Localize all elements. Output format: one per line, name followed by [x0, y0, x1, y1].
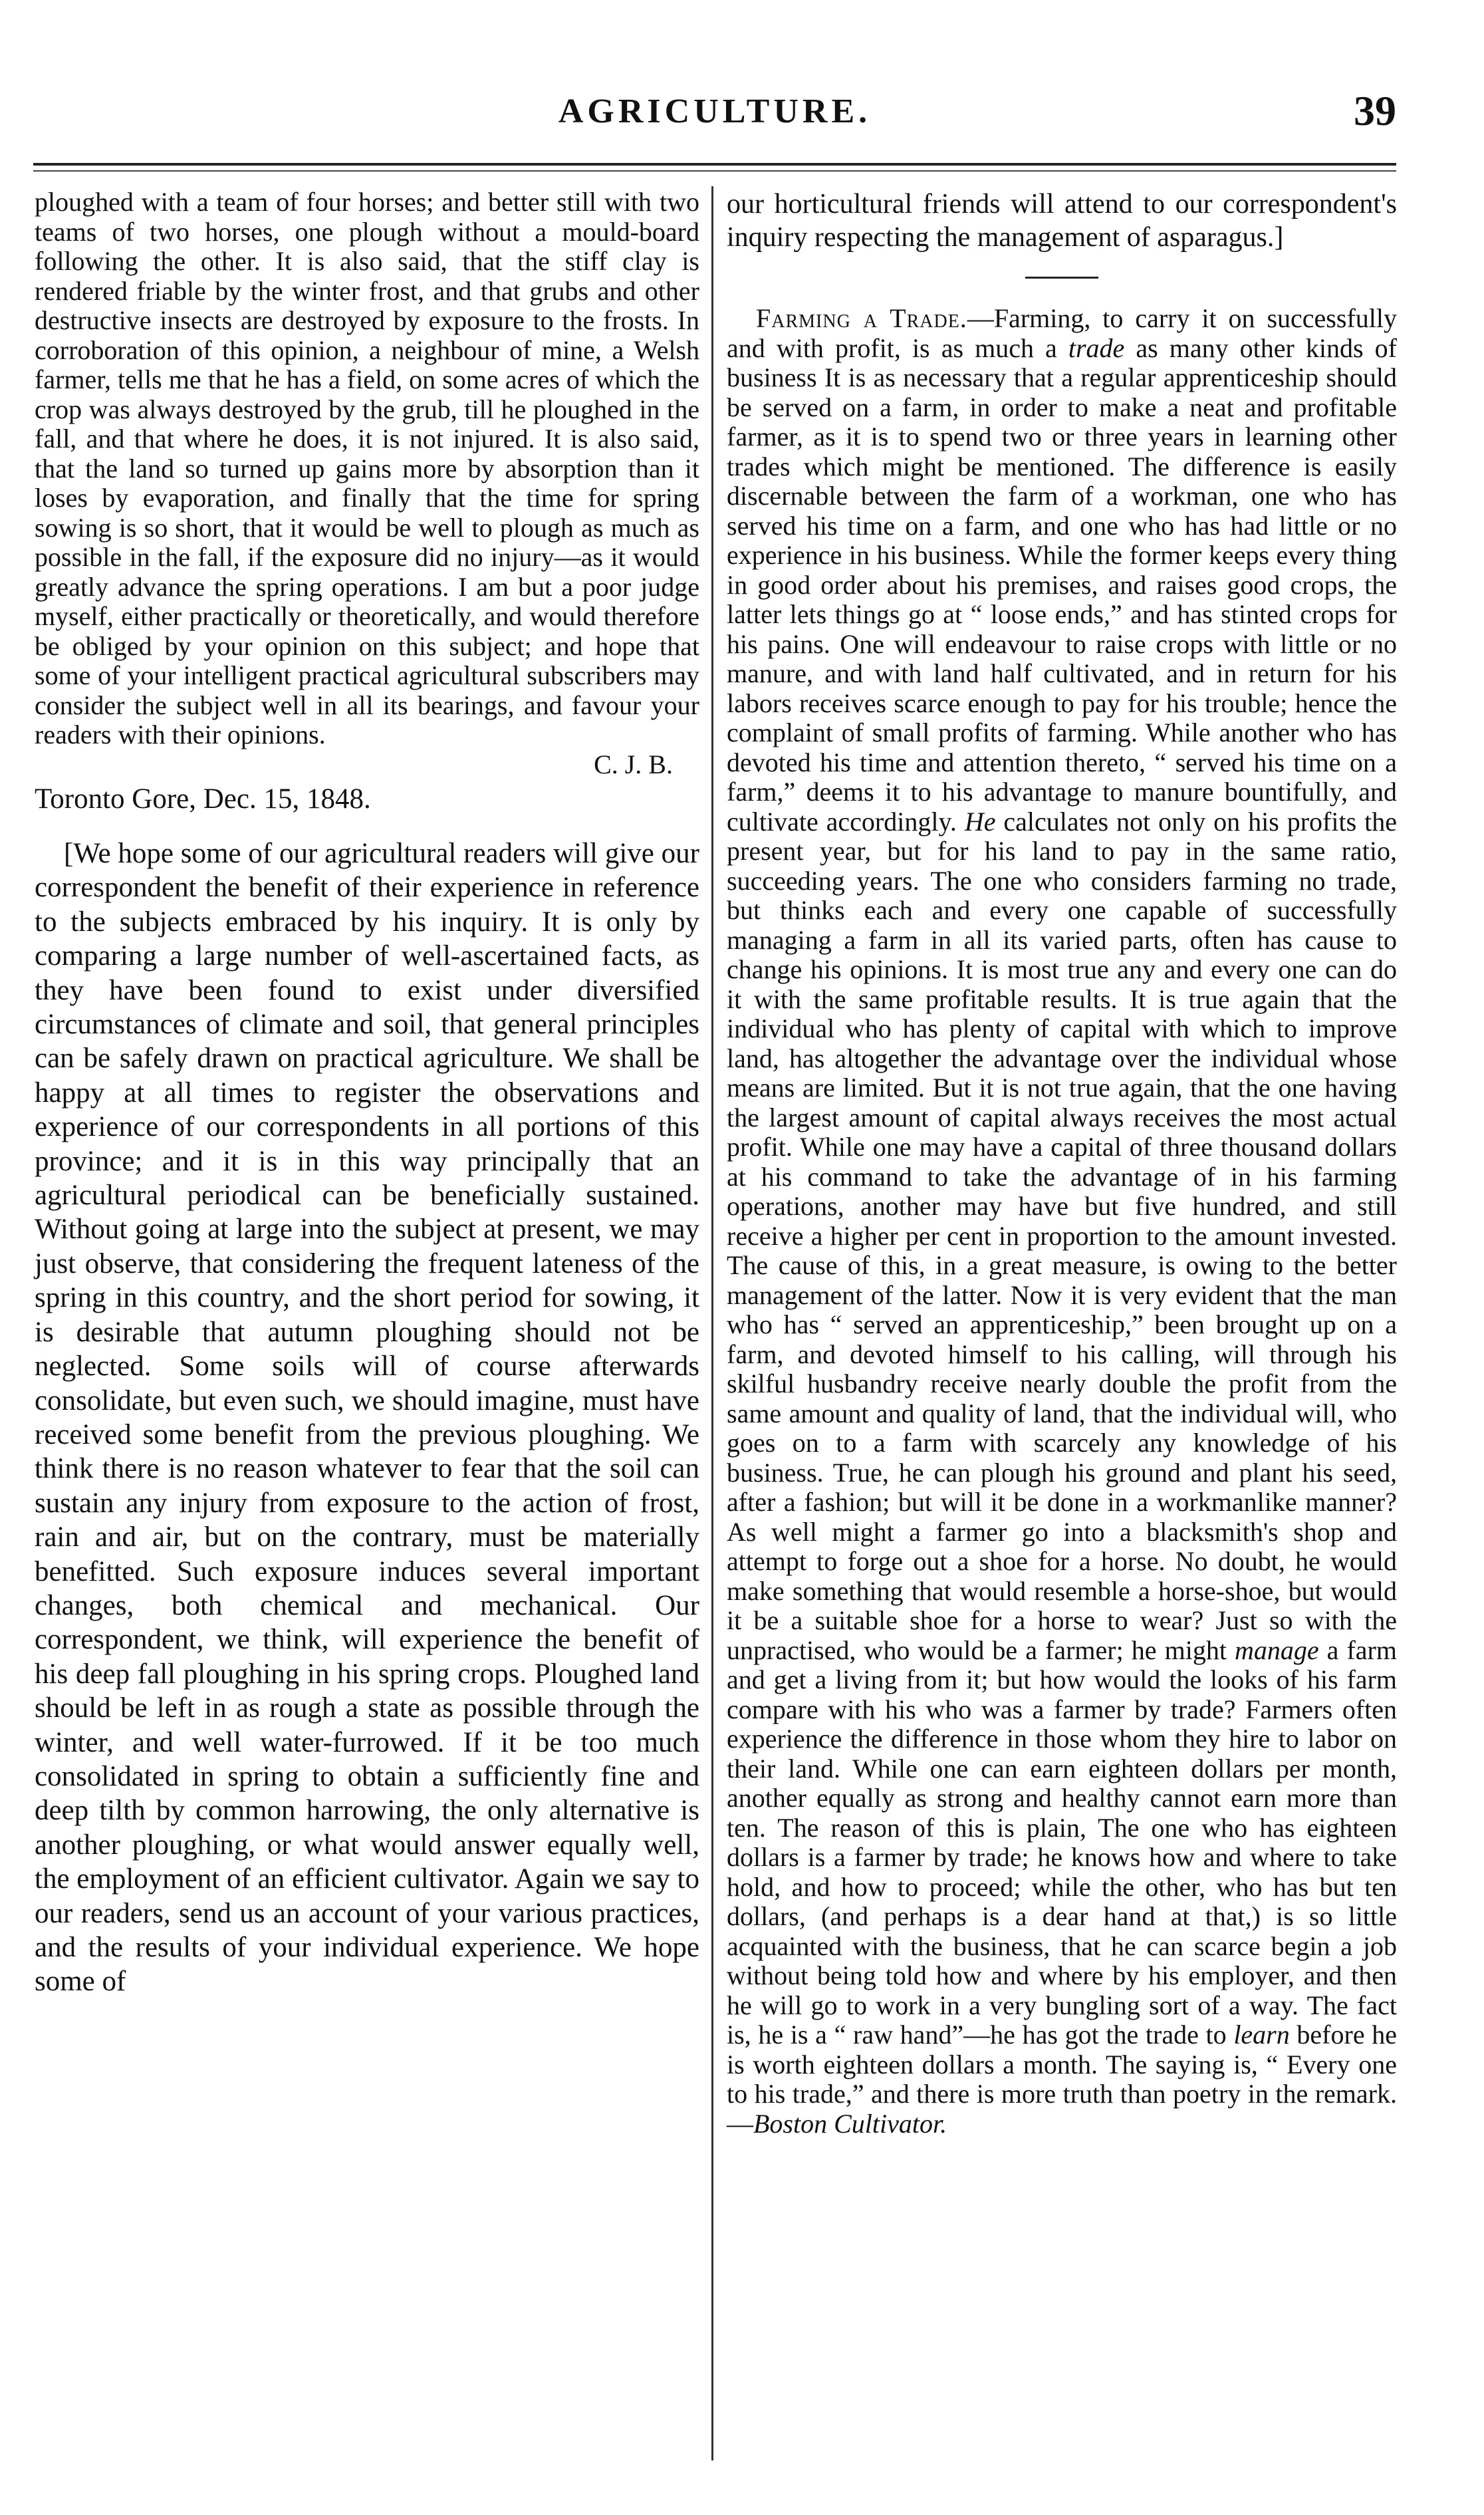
editor-reply: [We hope some of our agricultural readers will give our correspondent the benefit of their experience in reference to the subjects embraced by his inquiry. It is only by comparing a large number of well-ascertained facts, as they have been found to exist under diversified circumstances of climate and soil, that general principles can be safely drawn on practical agriculture. We shall be happy at all times to register the observations and experience of our correspondents in all portions of this province; and it is in this way principally that an agricultural periodical can be beneficially sustained. Without going at large into the subject at present, we may just observe, that considering the frequent lateness of the spring in this country, and the short period for sowing, it is desirable that autumn ploughing should not be neglected. Some soils will of course afterwards consolidate, but even such, we should imagine, must have received some benefit from the previous ploughing. We think there is no reason whatever to fear that the soil can sustain any injury from exposure to the action of frost, rain and air, but on the contrary, must be materially benefitted. Such exposure induces several important changes, both chemical and mechanical. Our correspondent, we think, will experience the benefit of his deep fall ploughing in his spring crops. Ploughed land should be left in as rough a state as possible through the winter, and well water-furrowed. If it be too much consolidated in spring to obtain a sufficiently fine and deep tilth by common harrowing, the only alternative is another ploughing, or what would answer equally well, the employment of an efficient cultivator. Again we say to our readers, send us an account of your various practices, and the results of your individual experience. We hope some of	[35, 838, 699, 1998]
article-italic-trade: trade	[1068, 332, 1125, 363]
article-heading: Farming a Trade.	[756, 303, 967, 333]
header-rule-thin	[33, 170, 1396, 172]
article-italic-manage: manage	[1234, 1635, 1319, 1665]
section-rule	[1025, 277, 1098, 279]
article-text-1: —Farming, to carry it on successfully and with profit, is as much a	[727, 303, 1397, 363]
left-column	[35, 188, 699, 1999]
right-column	[727, 188, 1397, 2139]
article-text-4: a farm and get a living from it; but how would the looks of his farm compare with his who was a farmer by trade? Farmers often experience the difference in those whom they hire to labor on their land. While one can earn eighteen dollars per month, another equally as strong and healthy cannot earn more than ten. The reason of this is plain, The one who has eighteen dollars is a farmer by trade; he knows how and where to take hold, and how to proceed; while the other, who has but ten dollars, (and perhaps is a dear hand at that,) is so little acquainted with the business, that he can scarce begin a job without being told how and where by his employer, and then he will go to work in a very bungling sort of a way. The fact is, he is a “ raw hand”—he has got the trade to	[727, 1635, 1397, 2050]
article-text-2: as many other kinds of business It is as necessary that a regular apprenticeship should be served on a farm, in order to make a neat and profitable farmer, as it is to spend two or three years in learning other trades which might be mentioned. The difference is easily discernable between the farm of a workman, one who has served his time on a farm, and one who has had little or no experience in his business. While the former keeps every thing in good order about his premises, and raises good crops, the latter lets things go at “ loose ends,” and has stinted crops for his pains. One will endeavour to raise crops with little or no manure, and with land half cultivated, and in return for his labors receives scarce enough to pay for his trouble; hence the complaint of small profits of farming. While another who has devoted his time and attention thereto, “ served his time on a farm,” deems it to his advantage to manure bountifully, and cultivate accordingly.	[727, 332, 1398, 837]
letter-body: ploughed with a team of four horses; and better still with two teams of two horses, one plough without a mould-board following the other. It is also said, that the stiff clay is rendered friable by the winter frost, and that grubs and other destructive insects are destroyed by exposure to the frosts. In corroboration of this opinion, a neighbour of mine, a Welsh farmer, tells me that he has a field, on some acres of which the crop was always destroyed by the grub, till he ploughed in the fall, and that where he does, it is not injured. It is also said, that the land so turned up gains more by absorption than it loses by evaporation, and finally that the time for spring sowing is so short, that it would be well to plough as much as possible in the fall, if the exposure did no injury—as it would greatly advance the spring operations. I am but a poor judge myself, either practically or theoretically, and would therefore be obliged by your opinion on this subject; and hope that some of your intelligent practical agricultural subscribers may consider the subject well in all its bearings, and favour your readers with their opinions.	[35, 187, 699, 749]
editor-reply-continued: our horticultural friends will attend to our correspondent's inquiry respecting the management of asparagus.]	[727, 189, 1397, 253]
page-number: 39	[1354, 87, 1396, 134]
article-source: Boston Cultivator.	[753, 2108, 947, 2139]
article-text-3: calculates not only on his profits the present year, but for his land to pay in the same ratio, succeeding years. The one who considers farming no trade, but thinks each and every one capable of successfully managing a farm in all its varied parts, often has cause to change his opinions. It is most true any and every one can do it with the same profitable results. It is true again that the individual who has plenty of capital with which to improve land, has altogether the advantage over the individual whose means are limited. But it is not true again, that the one having the largest amount of capital always receives the most actual profit. While one may have a capital of three thousand dollars at his command to take the advantage of in his farming operations, another may have but five hundred, and still receive a higher per cent in proportion to the amount invested. The cause of this, in a great measure, is owing to the better management of the latter. Now it is very evident that the man who has “ served an apprenticeship,” been brought up on a farm, and devoted himself to his calling, will through his skilful husbandry receive nearly double the profit from the same amount and quality of land, that the individual will, who goes on to a farm with scarcely any knowledge of his business. True, he can plough his ground and plant his seed, after a fashion; but will it be done in a workmanlike manner? As well might a farmer go into a blacksmith's shop and attempt to forge out a shoe for a horse. No doubt, he would make something that would resemble a horse-shoe, but would it be a suitable shoe for a horse to wear? Just so with the unpractised, who would be a farmer; he might	[727, 806, 1397, 1665]
letter-dateline: Toronto Gore, Dec. 15, 1848.	[35, 783, 371, 815]
article-text-5: before he is worth eighteen dollars a month. The saying is, “ Every one to his trade,” and there is more truth than poetry in the remark.—	[727, 2020, 1398, 2139]
article-italic-he: He	[964, 806, 996, 837]
letter-signature: C. J. B.	[594, 749, 673, 779]
article-body	[727, 304, 1397, 2139]
header-rule	[33, 163, 1396, 166]
page-header	[33, 86, 1396, 140]
signature-line	[35, 750, 699, 780]
article-italic-learn: learn	[1233, 2020, 1290, 2050]
column-divider	[711, 186, 713, 2460]
running-title: AGRICULTURE.	[558, 92, 872, 130]
